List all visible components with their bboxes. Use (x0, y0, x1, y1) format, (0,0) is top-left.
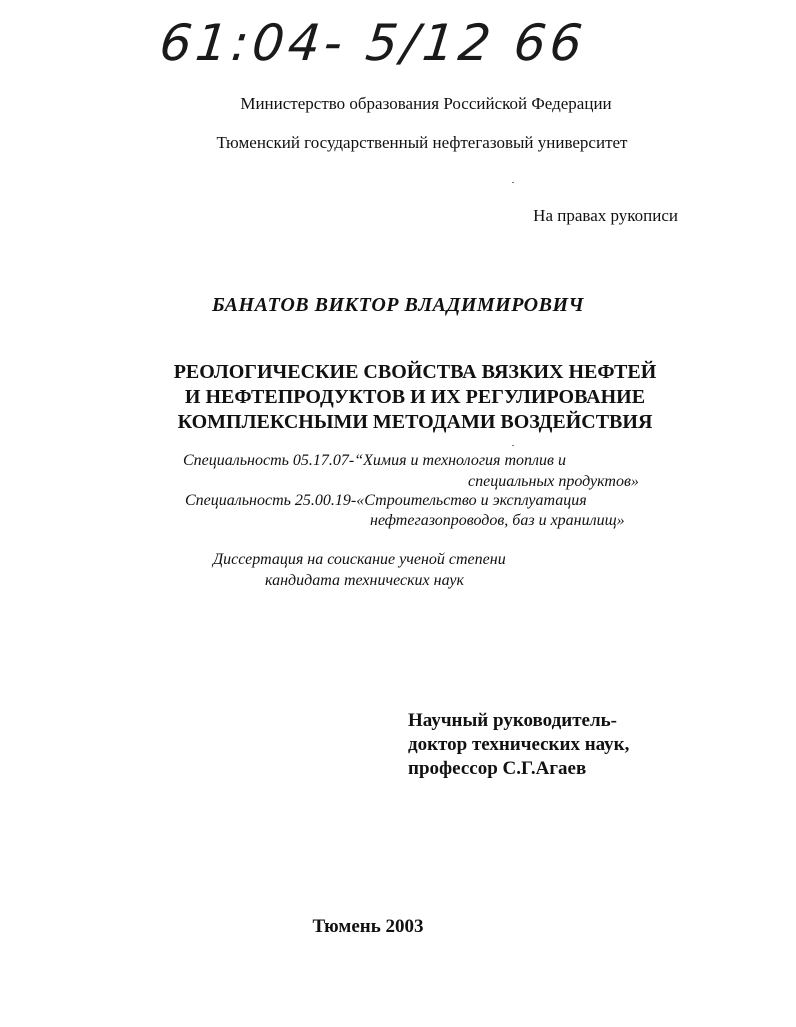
title-line: И НЕФТЕПРОДУКТОВ И ИХ РЕГУЛИРОВАНИЕ (184, 386, 646, 408)
title-line: РЕОЛОГИЧЕСКИЕ СВОЙСТВА ВЯЗКИХ НЕФТЕЙ (173, 361, 657, 383)
university-name: Тюменский государственный нефтегазовый университет (216, 133, 628, 152)
city-year: Тюмень 2003 (312, 916, 424, 937)
specialty-2-line-1: Специальность 25.00.19-«Строительство и эксплуатация (185, 492, 587, 509)
supervisor-block (408, 709, 629, 781)
supervisor-name: профессор С.Г.Агаев (408, 758, 587, 779)
archive-number-handwritten: 61:04- 5/12 66 (156, 14, 589, 72)
dissertation-degree-line-2: кандидата технических наук (265, 572, 464, 589)
scan-speck (512, 445, 514, 446)
specialty-1-line-2: специальных продуктов» (468, 473, 639, 490)
manuscript-rights: На правах рукописи (533, 206, 678, 225)
supervisor-role: Научный руководитель- (408, 710, 617, 731)
scan-speck (512, 182, 514, 183)
title-line: КОМПЛЕКСНЫМИ МЕТОДАМИ ВОЗДЕЙСТВИЯ (177, 411, 653, 433)
specialty-2-line-2: нефтегазопроводов, баз и хранилищ» (370, 512, 625, 529)
dissertation-title (0, 360, 796, 435)
supervisor-degree: доктор технических наук, (408, 734, 630, 755)
author-name: БАНАТОВ ВИКТОР ВЛАДИМИРОВИЧ (212, 294, 584, 316)
dissertation-degree-line-1: Диссертация на соискание ученой степени (213, 551, 506, 568)
ministry-name: Министерство образования Российской Федерации (240, 94, 612, 113)
specialty-1-line-1: Специальность 05.17.07-“Химия и технология топлив и (183, 452, 566, 469)
